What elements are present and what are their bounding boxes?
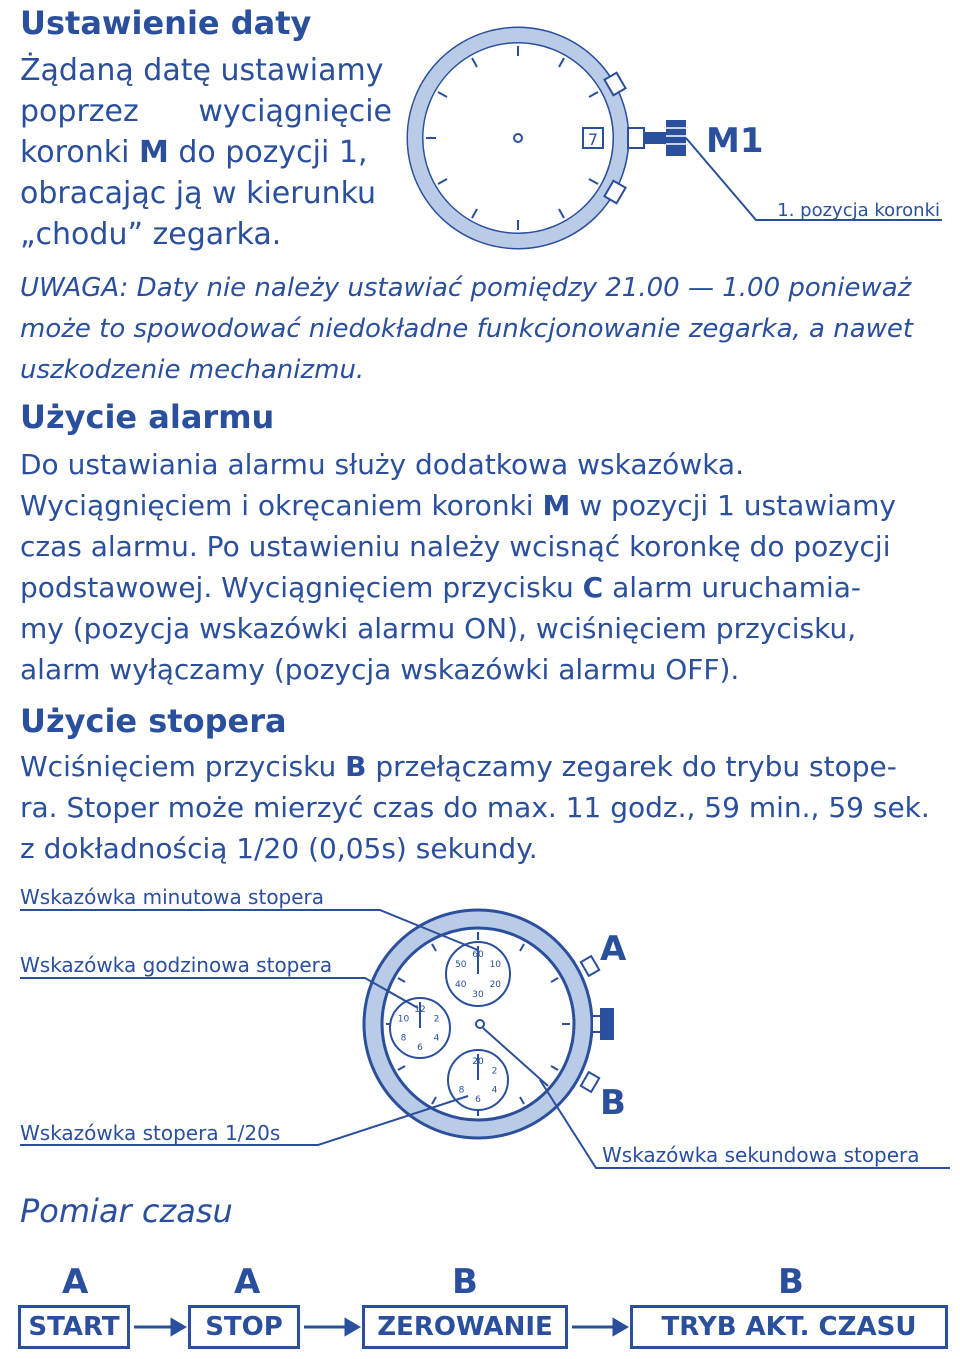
label-twentieth-hand: Wskazówka stopera 1/20s bbox=[20, 1121, 281, 1145]
step-reset: ZEROWANIE bbox=[362, 1305, 568, 1349]
subdial-number: 4 bbox=[491, 1085, 498, 1096]
subdial-number: 8 bbox=[458, 1085, 465, 1096]
subdial-number: 4 bbox=[433, 1033, 440, 1044]
crown-knob bbox=[666, 120, 686, 156]
alarm-line-5: my (pozycja wskazówki alarmu ON), wciśnięciem przycisku, bbox=[20, 612, 857, 645]
measure-title: Pomiar czasu bbox=[20, 1192, 233, 1230]
crown-letter-m: M bbox=[138, 135, 169, 170]
alarm-line-6: alarm wyłączamy (pozycja wskazówki alarmu OFF). bbox=[20, 653, 740, 686]
watch-center bbox=[514, 134, 522, 142]
chrono-center bbox=[476, 1020, 484, 1028]
alarm-line-2 bbox=[20, 485, 950, 526]
date-line-2 bbox=[20, 91, 392, 132]
alarm-line-1: Do ustawiania alarmu służy dodatkowa wskazówka. bbox=[20, 448, 744, 481]
date-line-2b: wyciągnięcie bbox=[198, 94, 392, 129]
pusher-a bbox=[581, 956, 599, 976]
warning-note bbox=[20, 268, 913, 391]
stopwatch-paragraph bbox=[20, 746, 950, 869]
crown-stem bbox=[628, 128, 644, 148]
button-label-b: B bbox=[600, 1083, 626, 1123]
alarm-paragraph bbox=[20, 444, 950, 690]
subdial-number: 30 bbox=[472, 990, 484, 1000]
alarm-line-3: czas alarmu. Po ustawieniu należy wcisnąć koronkę do pozycji bbox=[20, 530, 891, 563]
stopwatch-line-3: z dokładnością 1/20 (0,05s) sekundy. bbox=[20, 832, 538, 865]
leader-hour bbox=[20, 978, 418, 1008]
crown-shaft bbox=[644, 132, 666, 144]
section-title-date: Ustawienie daty bbox=[20, 4, 312, 42]
stopwatch-line-1c: przełączamy zegarek do trybu stope- bbox=[366, 750, 897, 783]
subdial-number: 10 bbox=[489, 960, 502, 970]
watch-date-diagram bbox=[400, 20, 960, 260]
crown-position-label: 1. pozycja koronki bbox=[777, 200, 940, 221]
date-line-2a: poprzez bbox=[20, 94, 139, 129]
subdial-number: 2 bbox=[491, 1066, 498, 1077]
measure-key-1: A bbox=[62, 1262, 89, 1302]
measure-key-2: A bbox=[234, 1262, 261, 1302]
pusher-b bbox=[581, 1072, 599, 1092]
alarm-line-4c: alarm uruchamia- bbox=[603, 571, 862, 604]
stopwatch-line-2: ra. Stoper może mierzyć czas do max. 11 godz., 59 min., 59 sek. bbox=[20, 791, 930, 824]
arrow-2-head bbox=[346, 1320, 358, 1334]
arrow-3-head bbox=[614, 1320, 626, 1334]
alarm-line-2a: Wyciągnięciem i okręcaniem koronki bbox=[20, 489, 543, 522]
crown-letter-m: M bbox=[542, 489, 571, 522]
alarm-line-4 bbox=[20, 567, 950, 608]
stopwatch-line-1a: Wciśnięciem przycisku bbox=[20, 750, 346, 783]
crown-label-m1: M1 bbox=[706, 121, 764, 161]
label-hour-hand: Wskazówka godzinowa stopera bbox=[20, 953, 333, 977]
date-line-3c: do pozycji 1, bbox=[168, 135, 368, 170]
date-line-3 bbox=[20, 132, 400, 173]
date-window-value: 7 bbox=[587, 130, 599, 149]
measure-key-3: B bbox=[452, 1262, 478, 1302]
subdial-number: 60 bbox=[472, 950, 484, 960]
step-time-mode: TRYB AKT. CZASU bbox=[630, 1305, 948, 1349]
subdial-number: 50 bbox=[454, 960, 467, 970]
measure-key-4: B bbox=[778, 1262, 804, 1302]
step-arrows bbox=[0, 1305, 960, 1349]
step-stop: STOP bbox=[188, 1305, 300, 1349]
date-line-5: „chodu” zegarka. bbox=[20, 217, 282, 252]
alarm-line-4a: podstawowej. Wyciągnięciem przycisku bbox=[20, 571, 583, 604]
section-title-stopwatch: Użycie stopera bbox=[20, 702, 287, 740]
step-start: START bbox=[18, 1305, 130, 1349]
subdial-number: 6 bbox=[417, 1043, 423, 1053]
arrow-1-head bbox=[172, 1320, 184, 1334]
chronograph-diagram bbox=[0, 880, 960, 1180]
button-label-a: A bbox=[600, 929, 627, 969]
label-second-hand: Wskazówka sekundowa stopera bbox=[602, 1143, 920, 1167]
subdial-number: 2 bbox=[433, 1014, 440, 1025]
date-line-1: Żądaną datę ustawiamy bbox=[20, 53, 384, 88]
warning-line-1: UWAGA: Daty nie należy ustawiać pomiędzy 21.00 — 1.00 ponieważ bbox=[20, 273, 912, 303]
stopwatch-line-1 bbox=[20, 746, 950, 787]
label-minute-hand: Wskazówka minutowa stopera bbox=[20, 885, 325, 909]
subdial-number: 12 bbox=[414, 1005, 426, 1015]
date-paragraph bbox=[20, 50, 400, 255]
alarm-line-2c: w pozycji 1 ustawiamy bbox=[570, 489, 896, 522]
button-letter-c: C bbox=[582, 571, 604, 604]
subdial-number: 6 bbox=[475, 1095, 481, 1105]
subdial-number: 10 bbox=[397, 1014, 410, 1025]
subdial-number: 8 bbox=[400, 1033, 407, 1044]
warning-line-2: może to spowodować niedokładne funkcjonowanie zegarka, a nawet bbox=[20, 314, 914, 344]
section-title-alarm: Użycie alarmu bbox=[20, 398, 275, 436]
button-letter-b: B bbox=[345, 750, 367, 783]
subdial-number: 20 bbox=[489, 980, 502, 990]
subdial-number: 40 bbox=[454, 980, 467, 990]
date-line-3a: koronki bbox=[20, 135, 139, 170]
warning-line-3: uszkodzenie mechanizmu. bbox=[20, 355, 365, 385]
chrono-crown-knob bbox=[600, 1008, 614, 1040]
subdial-number: 20 bbox=[472, 1057, 484, 1067]
date-line-4: obracając ją w kierunku bbox=[20, 176, 377, 211]
